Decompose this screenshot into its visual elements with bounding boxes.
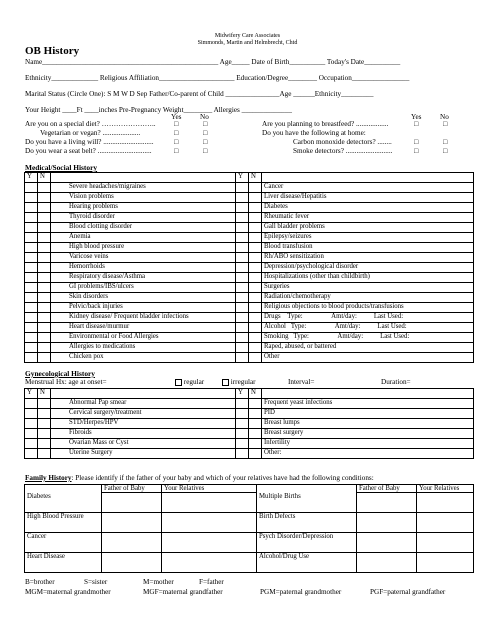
yes-cell[interactable] <box>25 243 38 253</box>
question-vegetarian: Vegetarian or vegan? ..................... <box>40 129 141 137</box>
table-row <box>25 409 474 419</box>
father-cell[interactable] <box>102 533 162 553</box>
yes-cell[interactable] <box>25 399 38 409</box>
y-header: Y <box>25 389 38 399</box>
yes-cell[interactable] <box>236 439 249 449</box>
table-row <box>25 313 474 323</box>
condition-label: Smoking Type: Amt/day: Last Used: <box>262 333 474 343</box>
yes-cell[interactable] <box>25 203 38 213</box>
condition-label: Radiation/chemotherapy <box>262 293 474 303</box>
checkbox-icon[interactable]: □ <box>443 147 448 155</box>
relatives-cell[interactable] <box>417 533 474 553</box>
checkbox-icon[interactable]: □ <box>443 138 448 146</box>
yes-cell[interactable] <box>236 223 249 233</box>
no-cell[interactable] <box>38 243 51 253</box>
table-row <box>25 513 474 533</box>
condition-label: Breast lumps <box>262 419 474 429</box>
condition-label: Birth Defects <box>257 513 357 533</box>
relatives-header: Your Relatives <box>417 485 474 493</box>
yes-cell[interactable] <box>236 343 249 353</box>
table-row <box>25 449 474 459</box>
condition-label: Vision problems <box>51 193 236 203</box>
no-cell[interactable] <box>249 183 262 193</box>
gyn-history-title: Gynecological History <box>25 369 95 378</box>
condition-label: Frequent yeast infections <box>262 399 474 409</box>
interval-label[interactable]: Interval= <box>288 378 315 386</box>
yes-cell[interactable] <box>25 303 38 313</box>
condition-label: STD/Herpes/HPV <box>51 419 236 429</box>
page-title: OB History <box>25 45 80 57</box>
yes-cell[interactable] <box>236 409 249 419</box>
checkbox-icon[interactable]: □ <box>203 147 208 155</box>
regular-label: regular <box>183 378 205 386</box>
condition-label: Raped, abused, or battered <box>262 343 474 353</box>
checkbox-icon[interactable]: □ <box>203 138 208 146</box>
condition-label: Infertility <box>262 439 474 449</box>
relatives-cell[interactable] <box>162 513 257 533</box>
condition-label: Severe headaches/migraines <box>51 183 236 193</box>
condition-label: Diabetes <box>262 203 474 213</box>
condition-label: Hearing problems <box>51 203 236 213</box>
question-breastfeed: Are you planning to breastfeed? .................. <box>262 120 389 128</box>
checkbox-icon[interactable]: □ <box>203 129 208 137</box>
table-row <box>25 263 474 273</box>
no-cell[interactable] <box>249 283 262 293</box>
no-cell[interactable] <box>249 273 262 283</box>
yes-cell[interactable] <box>236 303 249 313</box>
condition-label: Psych Disorder/Depression <box>257 533 357 553</box>
condition-label: Multiple Births <box>257 493 357 513</box>
yes-cell[interactable] <box>25 193 38 203</box>
no-cell[interactable] <box>249 203 262 213</box>
no-cell[interactable] <box>249 253 262 263</box>
father-cell[interactable] <box>102 493 162 513</box>
n-header: N <box>38 173 51 183</box>
irregular-option[interactable] <box>222 378 256 386</box>
yes-cell[interactable] <box>236 183 249 193</box>
condition-label: High blood pressure <box>51 243 236 253</box>
no-cell[interactable] <box>249 223 262 233</box>
yes-cell[interactable] <box>236 399 249 409</box>
condition-label: Hospitalizations (other than childbirth) <box>262 273 474 283</box>
no-cell[interactable] <box>38 399 51 409</box>
condition-label: Uterine Surgery <box>51 449 236 459</box>
no-header-left: No <box>200 113 209 121</box>
no-cell[interactable] <box>249 399 262 409</box>
spacer-cell <box>257 485 357 493</box>
checkbox-icon[interactable]: □ <box>414 147 419 155</box>
yes-cell[interactable] <box>236 203 249 213</box>
condition-label: Liver disease/Hepatitis <box>262 193 474 203</box>
legend-mgm: MGM=maternal grandmother <box>25 588 111 596</box>
relatives-cell[interactable] <box>417 553 474 573</box>
table-row <box>25 493 474 513</box>
no-cell[interactable] <box>38 303 51 313</box>
no-cell[interactable] <box>249 213 262 223</box>
condition-label: Anemia <box>51 233 236 243</box>
y-header: Y <box>236 173 249 183</box>
condition-label: Rheumatic fever <box>262 213 474 223</box>
table-row <box>25 343 474 353</box>
yes-cell[interactable] <box>25 263 38 273</box>
family-history-header <box>25 474 374 482</box>
question-smoke-detectors: Smoke detectors? .......................... <box>293 147 393 155</box>
question-at-home: Do you have the following at home: <box>262 129 366 137</box>
no-cell[interactable] <box>38 223 51 233</box>
legend-mgf: MGF=maternal grandfather <box>143 588 223 596</box>
question-special-diet: Are you on a special diet? ………………….. <box>25 120 156 128</box>
condition-label: Alcohol Type: Amt/day: Last Used: <box>262 323 474 333</box>
table-row <box>25 353 474 363</box>
yes-cell[interactable] <box>25 223 38 233</box>
legend-m: M=mother <box>143 578 174 586</box>
yes-cell[interactable] <box>236 213 249 223</box>
yes-cell[interactable] <box>236 419 249 429</box>
condition-label: Allergies to medications <box>51 343 236 353</box>
relatives-cell[interactable] <box>162 493 257 513</box>
checkbox-icon[interactable]: □ <box>414 120 419 128</box>
table-row <box>25 303 474 313</box>
yes-cell[interactable] <box>236 333 249 343</box>
yes-cell[interactable] <box>25 449 38 459</box>
father-cell[interactable] <box>357 493 417 513</box>
father-header: Father of Baby <box>357 485 417 493</box>
father-cell[interactable] <box>357 553 417 573</box>
condition-label: Heart disease/murmur <box>51 323 236 333</box>
n-header: N <box>249 389 262 399</box>
table-row <box>25 293 474 303</box>
yes-cell[interactable] <box>25 313 38 323</box>
relatives-cell[interactable] <box>162 553 257 573</box>
spacer-cell <box>25 485 102 493</box>
condition-label: Other: <box>262 449 474 459</box>
checkbox-icon[interactable]: □ <box>174 129 179 137</box>
checkbox-icon[interactable] <box>175 379 182 386</box>
spacer-cell <box>262 173 474 183</box>
table-row <box>25 429 474 439</box>
table-row <box>25 183 474 193</box>
no-cell[interactable] <box>38 419 51 429</box>
yes-cell[interactable] <box>236 323 249 333</box>
yes-cell[interactable] <box>25 183 38 193</box>
yes-cell[interactable] <box>236 313 249 323</box>
condition-label: Abnormal Pap smear <box>51 399 236 409</box>
irregular-label: irregular <box>230 378 256 386</box>
medical-history-table <box>24 172 474 363</box>
yes-cell[interactable] <box>25 343 38 353</box>
family-history-instructions: : Please identify if the father of your baby and which of your relatives have had the following conditions: <box>71 474 374 482</box>
no-cell[interactable] <box>38 449 51 459</box>
condition-label: Blood transfusion <box>262 243 474 253</box>
condition-label: Cervical surgery/treatment <box>51 409 236 419</box>
name-line[interactable]: Name_________________________________________________ Age_____ Date of Birth__________ Today's Date__________ <box>25 58 401 66</box>
no-cell[interactable] <box>38 273 51 283</box>
father-cell[interactable] <box>102 513 162 533</box>
regular-option[interactable] <box>175 378 204 386</box>
height-weight-line[interactable]: Your Height ____Ft ____inches Pre-Pregnancy Weight________ Allergies ______________ <box>25 106 292 114</box>
table-row <box>25 533 474 553</box>
father-cell[interactable] <box>357 533 417 553</box>
condition-label: Religious objections to blood products/transfusions <box>262 303 474 313</box>
yes-cell[interactable] <box>236 353 249 363</box>
yes-cell[interactable] <box>25 233 38 243</box>
legend-b: B=brother <box>25 578 55 586</box>
no-cell[interactable] <box>38 183 51 193</box>
no-cell[interactable] <box>38 203 51 213</box>
yes-cell[interactable] <box>25 253 38 263</box>
no-cell[interactable] <box>249 323 262 333</box>
table-row <box>25 213 474 223</box>
no-cell[interactable] <box>249 343 262 353</box>
yes-cell[interactable] <box>236 429 249 439</box>
no-cell[interactable] <box>249 233 262 243</box>
condition-label: Environmental or Food Allergies <box>51 333 236 343</box>
marital-line[interactable]: Marital Status (Circle One): S M W D Sep Father/Co-parent of Child _______________Age ______Ethnicity_________ <box>25 90 374 98</box>
no-cell[interactable] <box>249 293 262 303</box>
duration-label[interactable]: Duration= <box>381 378 411 386</box>
yes-cell[interactable] <box>25 353 38 363</box>
no-cell[interactable] <box>38 343 51 353</box>
condition-label: Hemorrhoids <box>51 263 236 273</box>
table-row <box>25 233 474 243</box>
y-header: Y <box>236 389 249 399</box>
checkbox-icon[interactable]: □ <box>174 147 179 155</box>
y-header: Y <box>25 173 38 183</box>
father-header: Father of Baby <box>102 485 162 493</box>
n-header: N <box>38 389 51 399</box>
legend-pgf: PGF=paternal grandfather <box>370 588 446 596</box>
org-partners: Simmonds, Martin and Helmbrecht, Chtd <box>197 40 298 46</box>
condition-label: High Blood Pressure <box>25 513 102 533</box>
no-cell[interactable] <box>249 439 262 449</box>
no-header-right: No <box>440 113 449 121</box>
legend-pgm: PGM=paternal grandmother <box>260 588 342 596</box>
condition-label: Alcohol/Drug Use <box>257 553 357 573</box>
no-cell[interactable] <box>38 439 51 449</box>
no-cell[interactable] <box>38 323 51 333</box>
yes-cell[interactable] <box>236 253 249 263</box>
table-row <box>25 399 474 409</box>
checkbox-icon[interactable]: □ <box>443 120 448 128</box>
no-cell[interactable] <box>38 409 51 419</box>
yes-cell[interactable] <box>25 283 38 293</box>
condition-label: Cancer <box>25 533 102 553</box>
no-cell[interactable] <box>38 263 51 273</box>
org-name: Midwifery Care Associates <box>214 33 281 39</box>
no-cell[interactable] <box>38 233 51 243</box>
condition-label: Diabetes <box>25 493 102 513</box>
spacer-cell <box>51 173 236 183</box>
condition-label: Cancer <box>262 183 474 193</box>
condition-label: Depression/psychological disorder <box>262 263 474 273</box>
yes-cell[interactable] <box>236 243 249 253</box>
no-cell[interactable] <box>249 333 262 343</box>
relatives-cell[interactable] <box>417 513 474 533</box>
condition-label: Pelvic/back injuries <box>51 303 236 313</box>
n-header: N <box>249 173 262 183</box>
yes-cell[interactable] <box>236 293 249 303</box>
no-cell[interactable] <box>249 263 262 273</box>
ethnicity-line[interactable]: Ethnicity_____________ Religious Affiliation_____________________ Education/Degree________ Occupation________________ <box>25 74 410 82</box>
question-co-detectors: Carbon monoxide detectors? ........ <box>293 138 392 146</box>
condition-label: Thyroid disorder <box>51 213 236 223</box>
condition-label: Kidney disease/ Frequent bladder infections <box>51 313 236 323</box>
yes-cell[interactable] <box>25 333 38 343</box>
no-cell[interactable] <box>249 303 262 313</box>
no-cell[interactable] <box>38 429 51 439</box>
condition-label: Other <box>262 353 474 363</box>
table-row <box>25 203 474 213</box>
no-cell[interactable] <box>38 213 51 223</box>
yes-cell[interactable] <box>236 283 249 293</box>
condition-label: Surgeries <box>262 283 474 293</box>
medical-history-title: Medical/Social History <box>25 163 98 172</box>
yes-cell[interactable] <box>25 293 38 303</box>
condition-label: Breast surgery <box>262 429 474 439</box>
no-cell[interactable] <box>38 253 51 263</box>
legend-s: S=sister <box>84 578 108 586</box>
father-cell[interactable] <box>102 553 162 573</box>
no-cell[interactable] <box>249 419 262 429</box>
relatives-cell[interactable] <box>417 493 474 513</box>
checkbox-icon[interactable]: □ <box>174 120 179 128</box>
no-cell[interactable] <box>38 313 51 323</box>
condition-label: Rh/ABO sensitization <box>262 253 474 263</box>
relatives-header: Your Relatives <box>162 485 257 493</box>
yes-cell[interactable] <box>236 193 249 203</box>
no-cell[interactable] <box>249 409 262 419</box>
yes-cell[interactable] <box>25 273 38 283</box>
table-header-row <box>25 173 474 183</box>
no-cell[interactable] <box>38 333 51 343</box>
yes-cell[interactable] <box>25 429 38 439</box>
table-row <box>25 439 474 449</box>
yes-cell[interactable] <box>25 213 38 223</box>
table-row <box>25 273 474 283</box>
gyn-history-table <box>24 388 474 459</box>
yes-cell[interactable] <box>25 419 38 429</box>
question-seat-belt: Do you wear a seat belt? .............................. <box>25 147 152 155</box>
table-row <box>25 333 474 343</box>
table-row <box>25 253 474 263</box>
yes-header-right: Yes <box>411 113 422 121</box>
checkbox-icon[interactable] <box>222 379 229 386</box>
yes-cell[interactable] <box>25 409 38 419</box>
father-cell[interactable] <box>357 513 417 533</box>
no-cell[interactable] <box>38 293 51 303</box>
condition-label: Gall bladder problems <box>262 223 474 233</box>
relatives-cell[interactable] <box>162 533 257 553</box>
yes-cell[interactable] <box>25 439 38 449</box>
no-cell[interactable] <box>249 449 262 459</box>
yes-cell[interactable] <box>25 323 38 333</box>
table-row <box>25 223 474 233</box>
condition-label: Heart Disease <box>25 553 102 573</box>
question-living-will: Do you have a living will? ............................ <box>25 138 154 146</box>
family-history-table <box>24 484 474 573</box>
condition-label: Skin disorders <box>51 293 236 303</box>
condition-label: Chicken pox <box>51 353 236 363</box>
table-row <box>25 419 474 429</box>
condition-label: PID <box>262 409 474 419</box>
no-cell[interactable] <box>249 193 262 203</box>
checkbox-icon[interactable]: □ <box>414 138 419 146</box>
table-header-row <box>25 389 474 399</box>
legend-f: F=father <box>199 578 224 586</box>
menstrual-onset-label[interactable]: Menstrual Hx: age at onset= <box>25 378 107 386</box>
no-cell[interactable] <box>38 193 51 203</box>
no-cell[interactable] <box>249 243 262 253</box>
condition-label: Epilepsy/seizures <box>262 233 474 243</box>
table-header-row <box>25 485 474 493</box>
condition-label: Fibroids <box>51 429 236 439</box>
family-history-title: Family History <box>25 474 72 482</box>
no-cell[interactable] <box>38 353 51 363</box>
yes-cell[interactable] <box>236 273 249 283</box>
condition-label: Respiratory disease/Asthma <box>51 273 236 283</box>
no-cell[interactable] <box>249 353 262 363</box>
no-cell[interactable] <box>249 429 262 439</box>
checkbox-icon[interactable]: □ <box>174 138 179 146</box>
no-cell[interactable] <box>249 313 262 323</box>
table-row <box>25 323 474 333</box>
condition-label: Varicose veins <box>51 253 236 263</box>
yes-cell[interactable] <box>236 449 249 459</box>
table-row <box>25 193 474 203</box>
yes-header-left: Yes <box>171 113 182 121</box>
condition-label: Ovarian Mass or Cyst <box>51 439 236 449</box>
no-cell[interactable] <box>38 283 51 293</box>
condition-label: Blood clotting disorder <box>51 223 236 233</box>
table-row <box>25 283 474 293</box>
condition-label: GI problems/IBS/ulcers <box>51 283 236 293</box>
table-row <box>25 553 474 573</box>
spacer-cell <box>51 389 236 399</box>
yes-cell[interactable] <box>236 233 249 243</box>
yes-cell[interactable] <box>236 263 249 273</box>
checkbox-icon[interactable]: □ <box>203 120 208 128</box>
spacer-cell <box>262 389 474 399</box>
table-row <box>25 243 474 253</box>
condition-label: Drugs Type: Amt/day: Last Used: <box>262 313 474 323</box>
